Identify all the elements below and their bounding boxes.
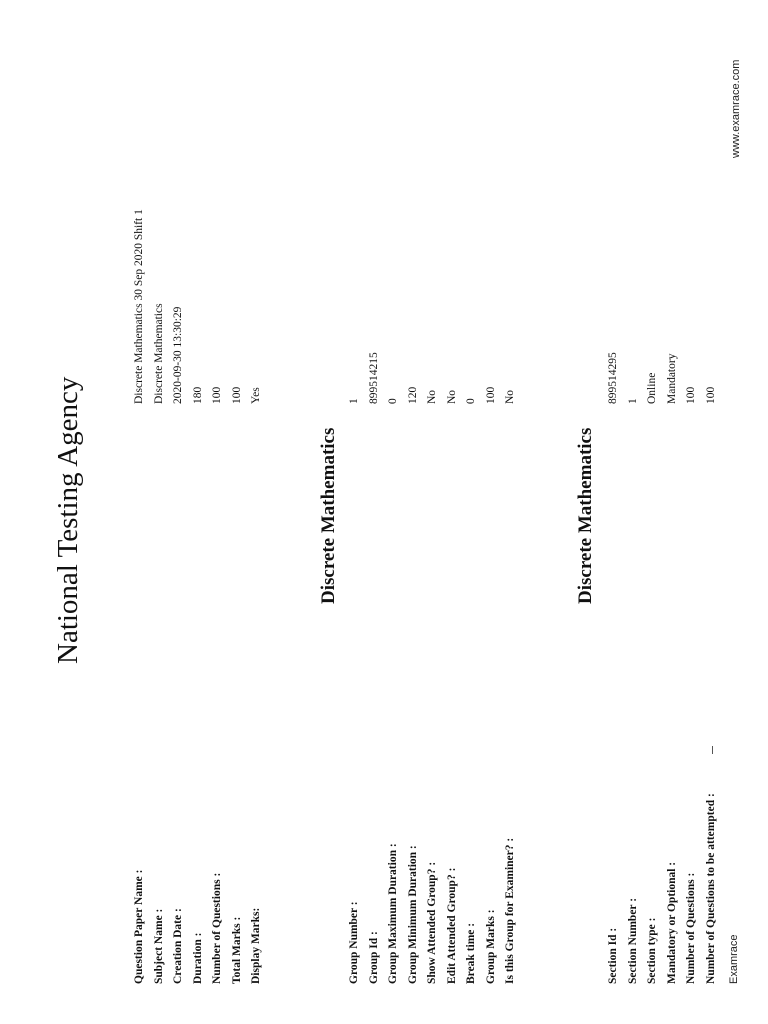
group-label: Group Id :: [367, 931, 380, 984]
section-label: Section type :: [646, 917, 658, 984]
info-label: Total Marks :: [230, 916, 243, 984]
section-value: 100: [685, 386, 697, 404]
footer-brand: Examrace: [728, 934, 740, 984]
info-value: 100: [230, 386, 243, 404]
section-label: Section Number :: [626, 897, 639, 984]
info-value: Discrete Mathematics: [152, 303, 165, 404]
group-value: 899514215: [367, 352, 380, 404]
info-label: Question Paper Name :: [133, 869, 145, 984]
group-heading: Discrete Mathematics: [318, 427, 339, 604]
group-label: Edit Attended Group? :: [445, 867, 458, 984]
group-label: Show Attended Group? :: [426, 861, 438, 984]
section-label: Mandatory or Optional :: [665, 861, 678, 984]
info-value: Discrete Mathematics 30 Sep 2020 Shift 1: [133, 209, 145, 404]
group-label: Group Minimum Duration :: [406, 845, 419, 984]
section-value: 1: [626, 398, 639, 404]
info-value: Yes: [250, 387, 262, 404]
info-label: Display Marks:: [250, 907, 262, 984]
section-value: 899514295: [607, 352, 619, 404]
info-label: Creation Date :: [172, 908, 184, 984]
info-value: 100: [211, 386, 223, 404]
group-value: No: [445, 389, 458, 404]
group-label: Group Maximum Duration :: [387, 843, 399, 984]
footer-url: www.examrace.com: [730, 59, 742, 158]
group-label: Break time :: [465, 922, 477, 984]
section-value: 100: [704, 386, 717, 404]
info-value: 2020-09-30 13:30:29: [172, 306, 184, 404]
group-value: 1: [348, 398, 360, 404]
section-value: Online: [646, 372, 658, 404]
group-value: 0: [387, 398, 399, 404]
group-value: No: [426, 389, 438, 404]
section-label: Number of Questions to be attempted :: [704, 793, 717, 984]
group-label: Is this Group for Examiner? :: [504, 837, 516, 984]
group-label: Group Number :: [348, 901, 360, 984]
info-label: Duration :: [191, 932, 204, 984]
group-value: No: [504, 389, 516, 404]
info-label: Number of Questions :: [211, 872, 223, 984]
group-value: 0: [465, 398, 477, 404]
section-value: Mandatory: [665, 353, 678, 404]
section-label: Number of Questions :: [685, 872, 697, 984]
info-value: 180: [191, 386, 204, 404]
group-value: 100: [484, 386, 497, 404]
group-value: 120: [406, 386, 419, 404]
footer-divider: [712, 746, 713, 754]
section-label: Section Id :: [607, 927, 619, 984]
section-heading: Discrete Mathematics: [575, 427, 596, 604]
info-label: Subject Name :: [152, 908, 165, 984]
group-label: Group Marks :: [484, 909, 497, 984]
page-title: National Testing Agency: [52, 376, 84, 664]
